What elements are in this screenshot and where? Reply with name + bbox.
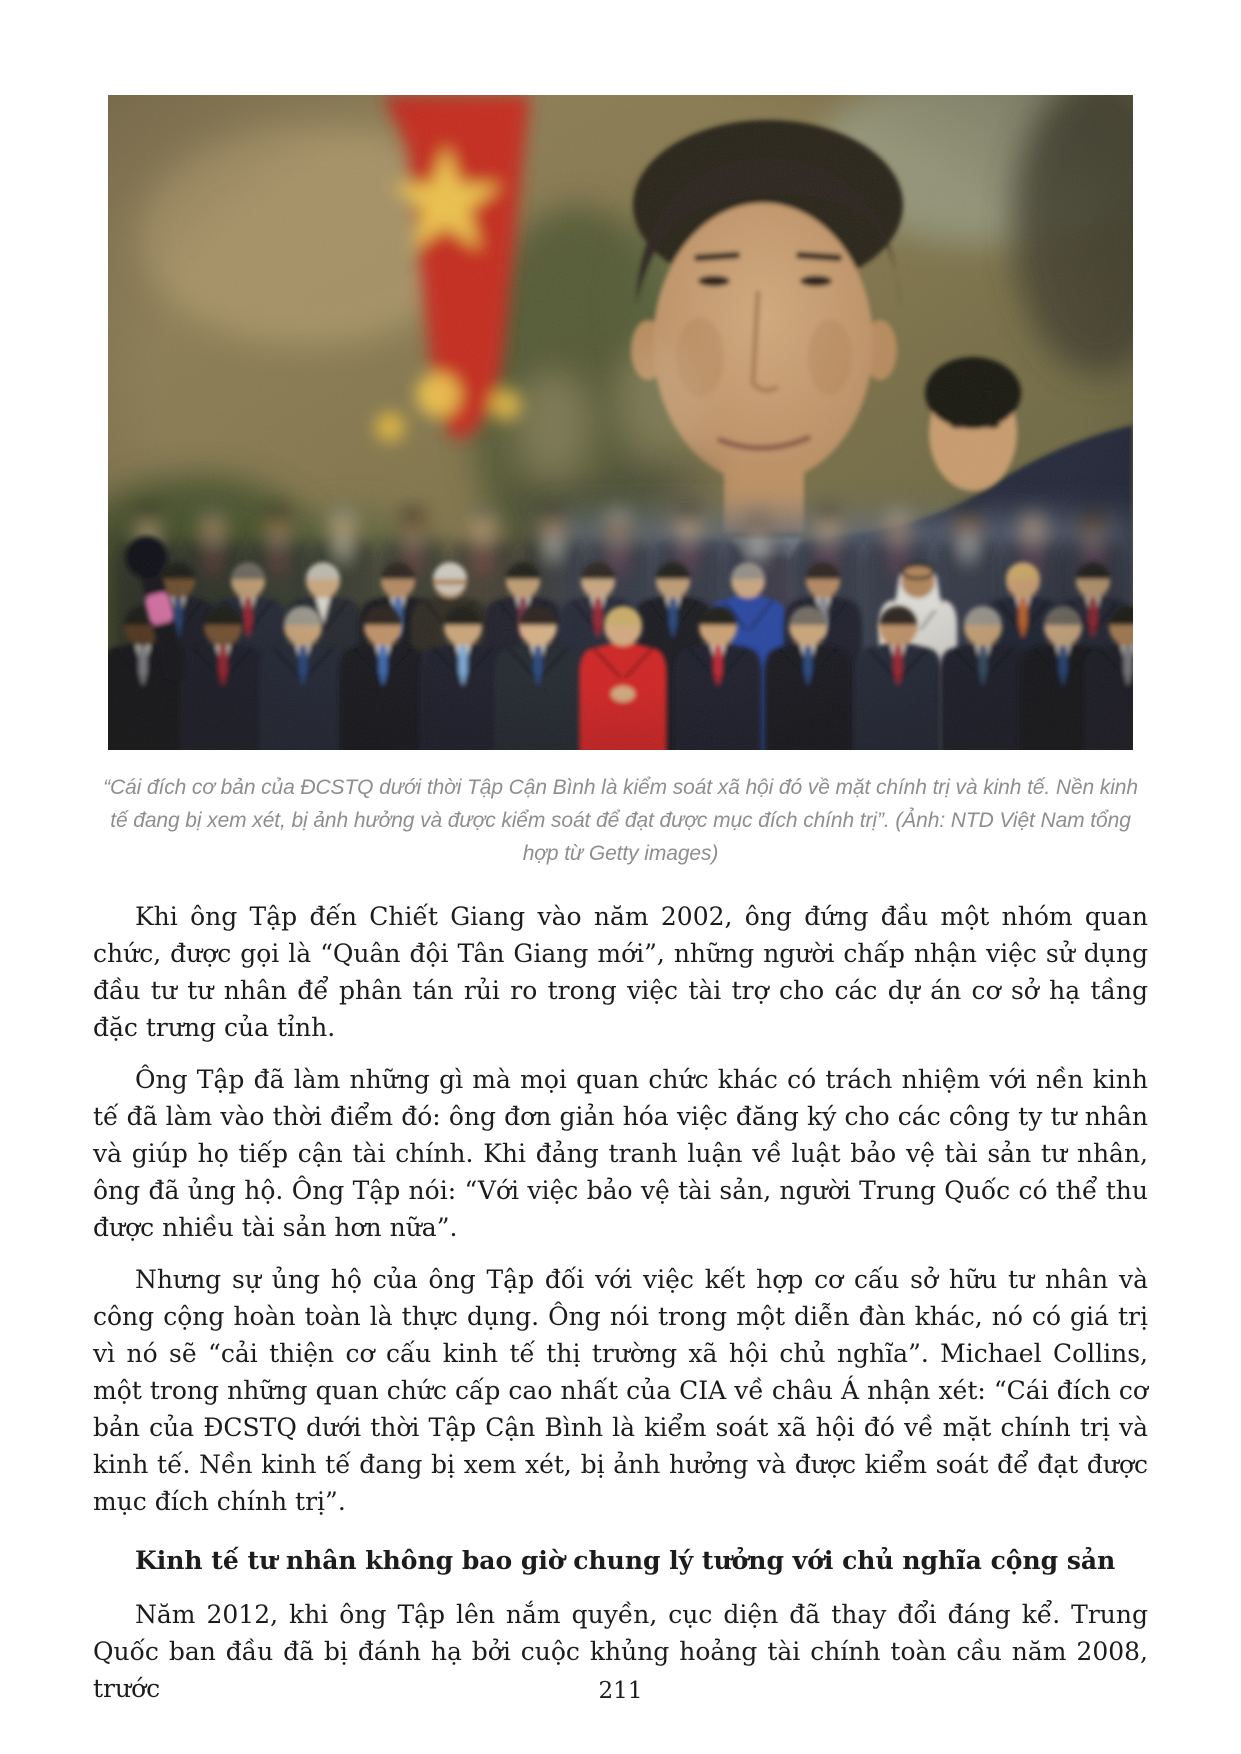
paragraph-1: Khi ông Tập đến Chiết Giang vào năm 2002, ông đứng đầu một nhóm quan chức, được gọi là “Quân đội Tân Giang mới”, những người chấp nhận việc sử dụng đầu tư tư nhân để phân tán rủi ro trong việc tài trợ cho các dự án cơ sở hạ tầng đặc trưng của tỉnh. (93, 902, 1148, 1042)
page-content (93, 95, 1148, 1707)
section-heading: Kinh tế tư nhân không bao giờ chung lý tưởng với chủ nghĩa cộng sản (135, 1546, 1116, 1575)
page-number: 211 (598, 1678, 643, 1704)
paragraph-4: Năm 2012, khi ông Tập lên nắm quyền, cục diện đã thay đổi đáng kể. Trung Quốc ban đầu đã bị đánh hạ bởi cuộc khủng hoảng tài chính toàn cầu năm 2008, trước (93, 1600, 1148, 1703)
article-figure (93, 95, 1148, 870)
photo-vignette (108, 95, 1133, 750)
photo-caption: “Cái đích cơ bản của ĐCSTQ dưới thời Tập Cận Bình là kiểm soát xã hội đó về mặt chính trị và kinh tế. Nền kinh tế đang bị xem xét, bị ảnh hưởng và được kiểm soát để đạt được mục đích chính trị”. (Ảnh: NTD Việt Nam tổng hợp từ Getty images) (103, 776, 1138, 865)
paragraph-2: Ông Tập đã làm những gì mà mọi quan chức khác có trách nhiệm với nền kinh tế đã làm vào thời điểm đó: ông đơn giản hóa việc đăng ký cho các công ty tư nhân và giúp họ tiếp cận tài chính. Khi đảng tranh luận về luật bảo vệ tài sản tư nhân, ông đã ủng hộ. Ông Tập nói: “Với việc bảo vệ tài sản, người Trung Quốc có thể thu được nhiều tài sản hơn nữa”. (93, 1065, 1148, 1242)
paragraph-3: Nhưng sự ủng hộ của ông Tập đối với việc kết hợp cơ cấu sở hữu tư nhân và công cộng hoàn toàn là thực dụng. Ông nói trong một diễn đàn khác, nó có giá trị vì nó sẽ “cải thiện cơ cấu kinh tế thị trường xã hội chủ nghĩa”. Michael Collins, một trong những quan chức cấp cao nhất của CIA về châu Á nhận xét: “Cái đích cơ bản của ĐCSTQ dưới thời Tập Cận Bình là kiểm soát xã hội đó về mặt chính trị và kinh tế. Nền kinh tế đang bị xem xét, bị ảnh hưởng và được kiểm soát để đạt được mục đích chính trị”. (93, 1265, 1148, 1516)
photo-illustration (108, 95, 1133, 750)
article-body (93, 898, 1148, 1707)
photo-xi-jinping-g20 (108, 95, 1133, 750)
